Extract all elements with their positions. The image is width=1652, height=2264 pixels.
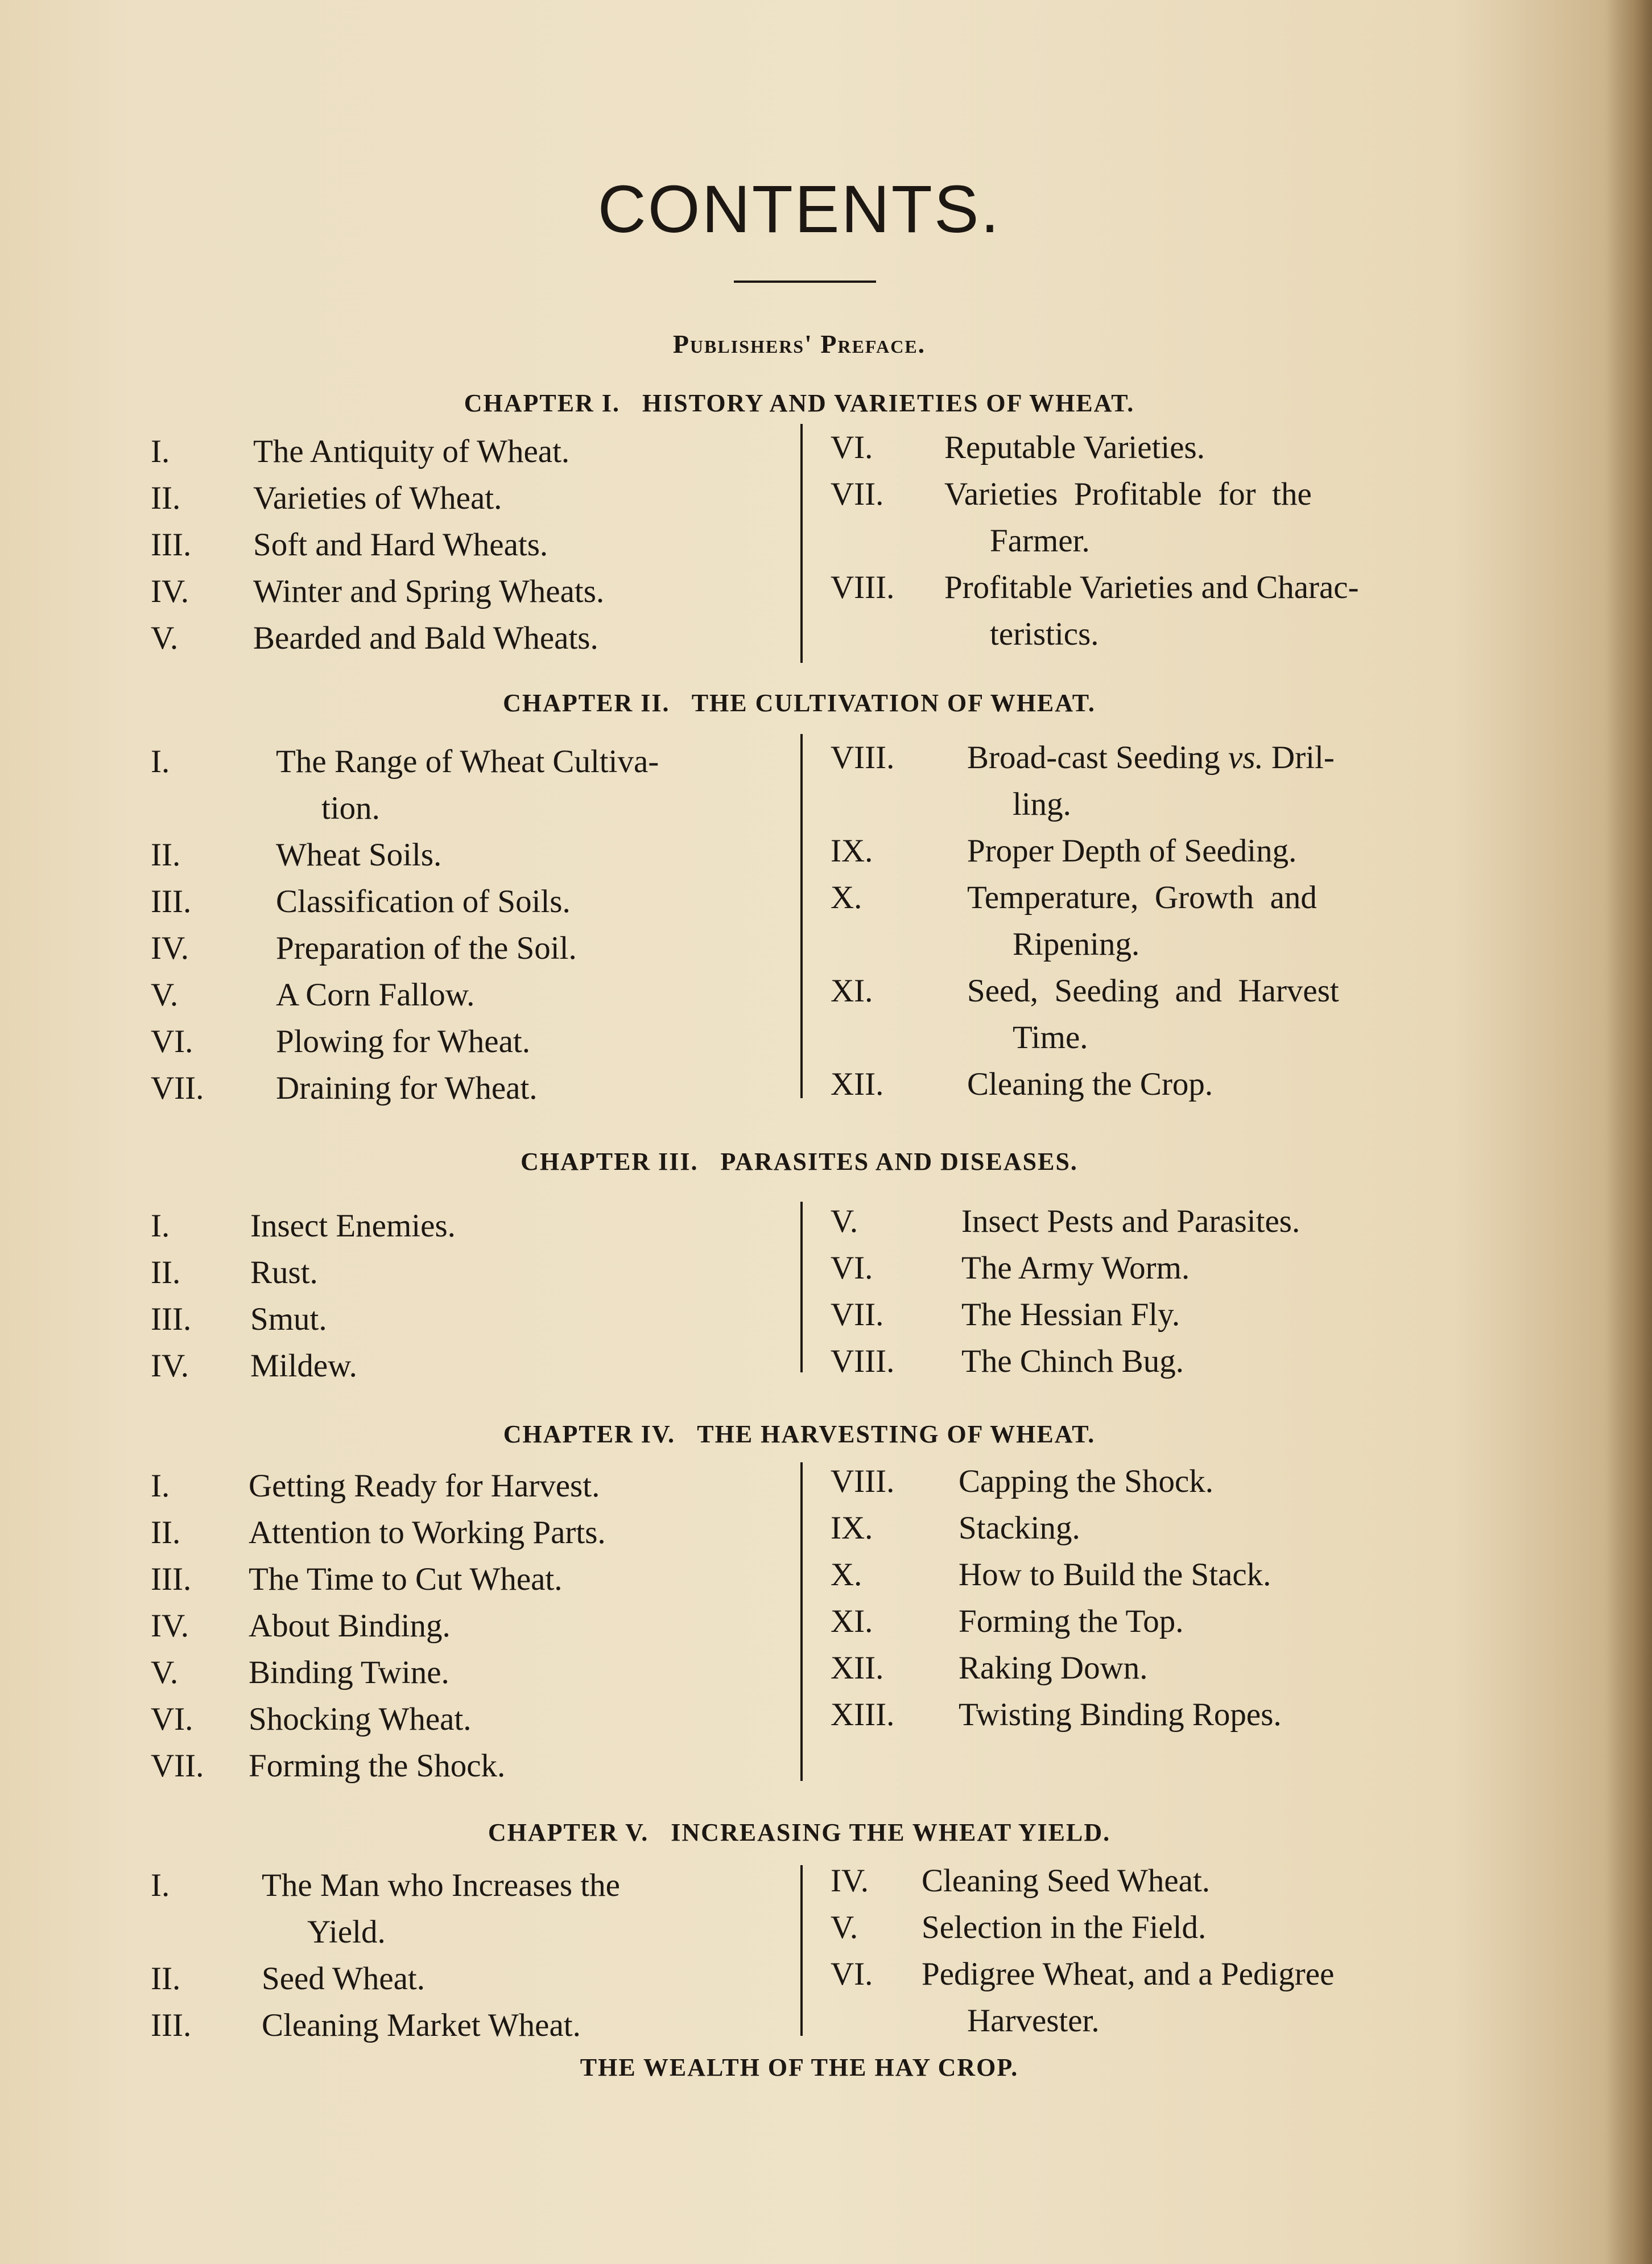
entry-number: VI. xyxy=(151,1024,193,1059)
entry-title: Getting Ready for Harvest. xyxy=(249,1468,600,1504)
entry-title: Seed, Seeding and Harvest xyxy=(967,973,1339,1009)
entry-title: Draining for Wheat. xyxy=(276,1070,538,1106)
entry-title: The Hessian Fly. xyxy=(961,1297,1180,1333)
entry-number: XIII. xyxy=(831,1697,895,1733)
entry-number: III. xyxy=(151,1561,192,1597)
entry-title: Varieties Profitable for the xyxy=(944,476,1312,512)
entry-title-continued: Time. xyxy=(1013,1020,1088,1055)
entry-number: III. xyxy=(151,884,192,919)
entry-number: VI. xyxy=(151,1701,193,1737)
entry-title: Smut. xyxy=(250,1301,327,1337)
entry-number: VI. xyxy=(831,430,873,465)
entry-number: III. xyxy=(151,2007,192,2043)
entry-number: VI. xyxy=(831,1250,873,1286)
entry-number: VII. xyxy=(151,1070,204,1106)
entry-number: I. xyxy=(151,1468,170,1504)
final-entry: THE WEALTH OF THE HAY CROP. xyxy=(580,2053,1019,2081)
entry-number: XII. xyxy=(831,1650,884,1686)
entry-title: Insect Pests and Parasites. xyxy=(961,1203,1300,1239)
entry-title: The Time to Cut Wheat. xyxy=(249,1561,563,1597)
italic-versus: vs. xyxy=(1228,740,1263,776)
entry-title: Bearded and Bald Wheats. xyxy=(253,620,598,656)
entry-title: Rust. xyxy=(250,1255,318,1290)
entry-number: I. xyxy=(151,744,170,780)
entry-number: IX. xyxy=(831,833,873,869)
entry-number: I. xyxy=(151,1208,170,1244)
entry-number: V. xyxy=(831,1910,858,1945)
entry-number: IV. xyxy=(151,1348,189,1384)
entry-title: Cleaning the Crop. xyxy=(967,1066,1213,1102)
entry-title: Seed Wheat. xyxy=(262,1961,426,1997)
entry-title-continued: teristics. xyxy=(990,616,1099,652)
page-binding-shadow xyxy=(1606,0,1652,2264)
entry-number: II. xyxy=(151,837,181,873)
entry-title: Wheat Soils. xyxy=(276,837,442,873)
entry-title: Capping the Shock. xyxy=(959,1463,1214,1499)
entry-title: The Man who Increases the xyxy=(262,1867,620,1903)
entry-number: V. xyxy=(151,1655,179,1690)
entry-title: Profitable Varieties and Charac- xyxy=(944,570,1359,605)
entry-title: The Range of Wheat Cultiva- xyxy=(276,744,659,780)
entry-title: A Corn Fallow. xyxy=(276,977,475,1013)
page-title: CONTENTS. xyxy=(597,172,1001,247)
column-divider xyxy=(800,734,803,1098)
entry-number: X. xyxy=(831,880,862,916)
entry-number: VI. xyxy=(831,1956,873,1992)
column-divider xyxy=(800,424,803,663)
entry-number: V. xyxy=(151,620,179,656)
column-divider xyxy=(800,1462,803,1781)
entry-number: XI. xyxy=(831,1603,873,1639)
chapter-heading: CHAPTER I. HISTORY AND VARIETIES OF WHEAT. xyxy=(464,389,1135,417)
column-divider xyxy=(800,1202,803,1372)
entry-title-continued: Yield. xyxy=(307,1914,386,1950)
entry-title-continued: tion. xyxy=(321,790,380,826)
entry-number: X. xyxy=(831,1557,862,1593)
entry-title: Raking Down. xyxy=(959,1650,1148,1686)
entry-title-continued: Ripening. xyxy=(1013,926,1140,962)
title-rule xyxy=(734,281,876,283)
entry-number: V. xyxy=(151,977,179,1013)
entry-number: II. xyxy=(151,480,181,516)
entry-title: Broad-cast Seeding vs. Dril- xyxy=(967,740,1335,776)
entry-number: V. xyxy=(831,1203,858,1239)
entry-title: Insect Enemies. xyxy=(250,1208,456,1244)
entry-title: The Army Worm. xyxy=(961,1250,1190,1286)
entry-title: Cleaning Market Wheat. xyxy=(262,2007,581,2043)
entry-title: Proper Depth of Seeding. xyxy=(967,833,1297,869)
entry-number: XI. xyxy=(831,973,873,1009)
entry-number: III. xyxy=(151,1301,192,1337)
entry-number: XII. xyxy=(831,1066,884,1102)
entry-number: VIII. xyxy=(831,1343,895,1379)
entry-title: The Antiquity of Wheat. xyxy=(253,434,570,469)
entry-title-continued: Farmer. xyxy=(990,523,1090,559)
entry-number: I. xyxy=(151,434,170,469)
entry-title: How to Build the Stack. xyxy=(959,1557,1271,1593)
entry-number: III. xyxy=(151,527,192,563)
entry-title: Mildew. xyxy=(250,1348,357,1384)
entry-title: Stacking. xyxy=(959,1510,1080,1546)
entry-number: IV. xyxy=(831,1863,869,1899)
entry-number: VII. xyxy=(151,1748,204,1784)
entry-number: II. xyxy=(151,1515,181,1550)
entry-number: IV. xyxy=(151,574,189,609)
entry-title: Classification of Soils. xyxy=(276,884,571,919)
entry-title: Reputable Varieties. xyxy=(944,430,1205,465)
entry-title: Attention to Working Parts. xyxy=(249,1515,606,1550)
entry-number: IX. xyxy=(831,1510,873,1546)
entry-title: The Chinch Bug. xyxy=(961,1343,1184,1379)
entry-title: Soft and Hard Wheats. xyxy=(253,527,548,563)
entry-title: Preparation of the Soil. xyxy=(276,930,577,966)
entry-title-continued: ling. xyxy=(1013,786,1071,822)
entry-title: Varieties of Wheat. xyxy=(253,480,502,516)
entry-title: Cleaning Seed Wheat. xyxy=(922,1863,1211,1899)
entry-number: VII. xyxy=(831,476,884,512)
chapter-heading: CHAPTER IV. THE HARVESTING OF WHEAT. xyxy=(503,1420,1096,1448)
column-divider xyxy=(800,1865,803,2036)
entry-number: IV. xyxy=(151,930,189,966)
chapter-heading: CHAPTER II. THE CULTIVATION OF WHEAT. xyxy=(503,689,1096,717)
entry-title: Selection in the Field. xyxy=(922,1910,1207,1945)
preface-entry: Publishers' Preface. xyxy=(672,329,926,358)
entry-number: IV. xyxy=(151,1608,189,1644)
entry-title: Forming the Shock. xyxy=(249,1748,506,1784)
entry-number: II. xyxy=(151,1961,181,1997)
entry-title: Forming the Top. xyxy=(959,1603,1184,1639)
entry-number: II. xyxy=(151,1255,181,1290)
entry-title: Binding Twine. xyxy=(249,1655,449,1690)
entry-number: VII. xyxy=(831,1297,884,1333)
entry-title-continued: Harvester. xyxy=(967,2003,1100,2039)
entry-title: About Binding. xyxy=(249,1608,451,1644)
entry-number: I. xyxy=(151,1867,170,1903)
entry-title: Plowing for Wheat. xyxy=(276,1024,530,1059)
entry-title: Shocking Wheat. xyxy=(249,1701,472,1737)
entry-number: VIII. xyxy=(831,570,895,605)
entry-title: Winter and Spring Wheats. xyxy=(253,574,605,609)
chapter-heading: CHAPTER V. INCREASING THE WHEAT YIELD. xyxy=(488,1818,1111,1846)
entry-number: VIII. xyxy=(831,740,895,776)
entry-title: Pedigree Wheat, and a Pedigree xyxy=(922,1956,1335,1992)
entry-title: Twisting Binding Ropes. xyxy=(959,1697,1282,1733)
entry-title: Temperature, Growth and xyxy=(967,880,1317,916)
entry-number: VIII. xyxy=(831,1463,895,1499)
chapter-heading: CHAPTER III. PARASITES AND DISEASES. xyxy=(521,1148,1078,1176)
